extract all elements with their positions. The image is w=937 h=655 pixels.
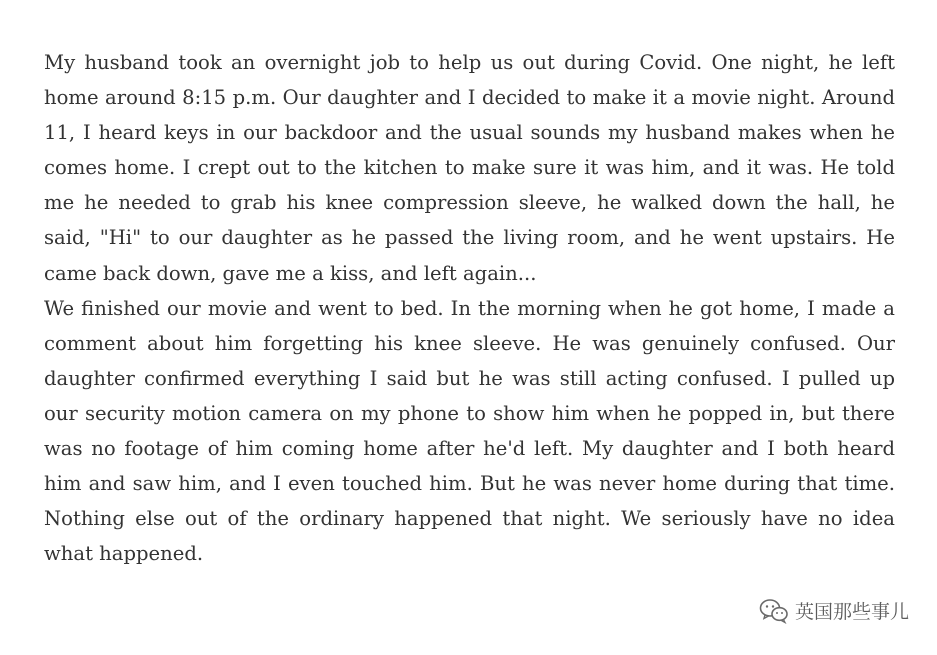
story-paragraph-1: My husband took an overnight job to help us out during Covid. One night, he left home around 8:15 p.m. Our daughter and I decided to make it a movie night. Around 11, I heard keys in our backdoor and the usual sounds my husband makes when he comes home. I crept out to the kitchen to make sure it was him, and it was. He told me he needed to grab his knee compression sleeve, he walked down the hall, he said, "Hi" to our daughter as he passed the living room, and he went upstairs. He came back down, gave me a kiss, and left again... <box>44 51 895 285</box>
watermark <box>759 597 909 624</box>
wechat-icon <box>759 598 789 624</box>
story-paragraph-2: We finished our movie and went to bed. In the morning when he got home, I made a comment about him forgetting his knee sleeve. He was genuinely confused. Our daughter confirmed everything I said but he was still acting confused. I pulled up our security motion camera on my phone to show him when he popped in, but there was no footage of him coming home after he'd left. My daughter and I both heard him and saw him, and I even touched him. But he was never home during that time. Nothing else out of the ordinary happened that night. We seriously have no idea what happened. <box>44 296 895 566</box>
watermark-text: 英国那些事儿 <box>794 601 909 623</box>
story-text <box>44 45 895 571</box>
